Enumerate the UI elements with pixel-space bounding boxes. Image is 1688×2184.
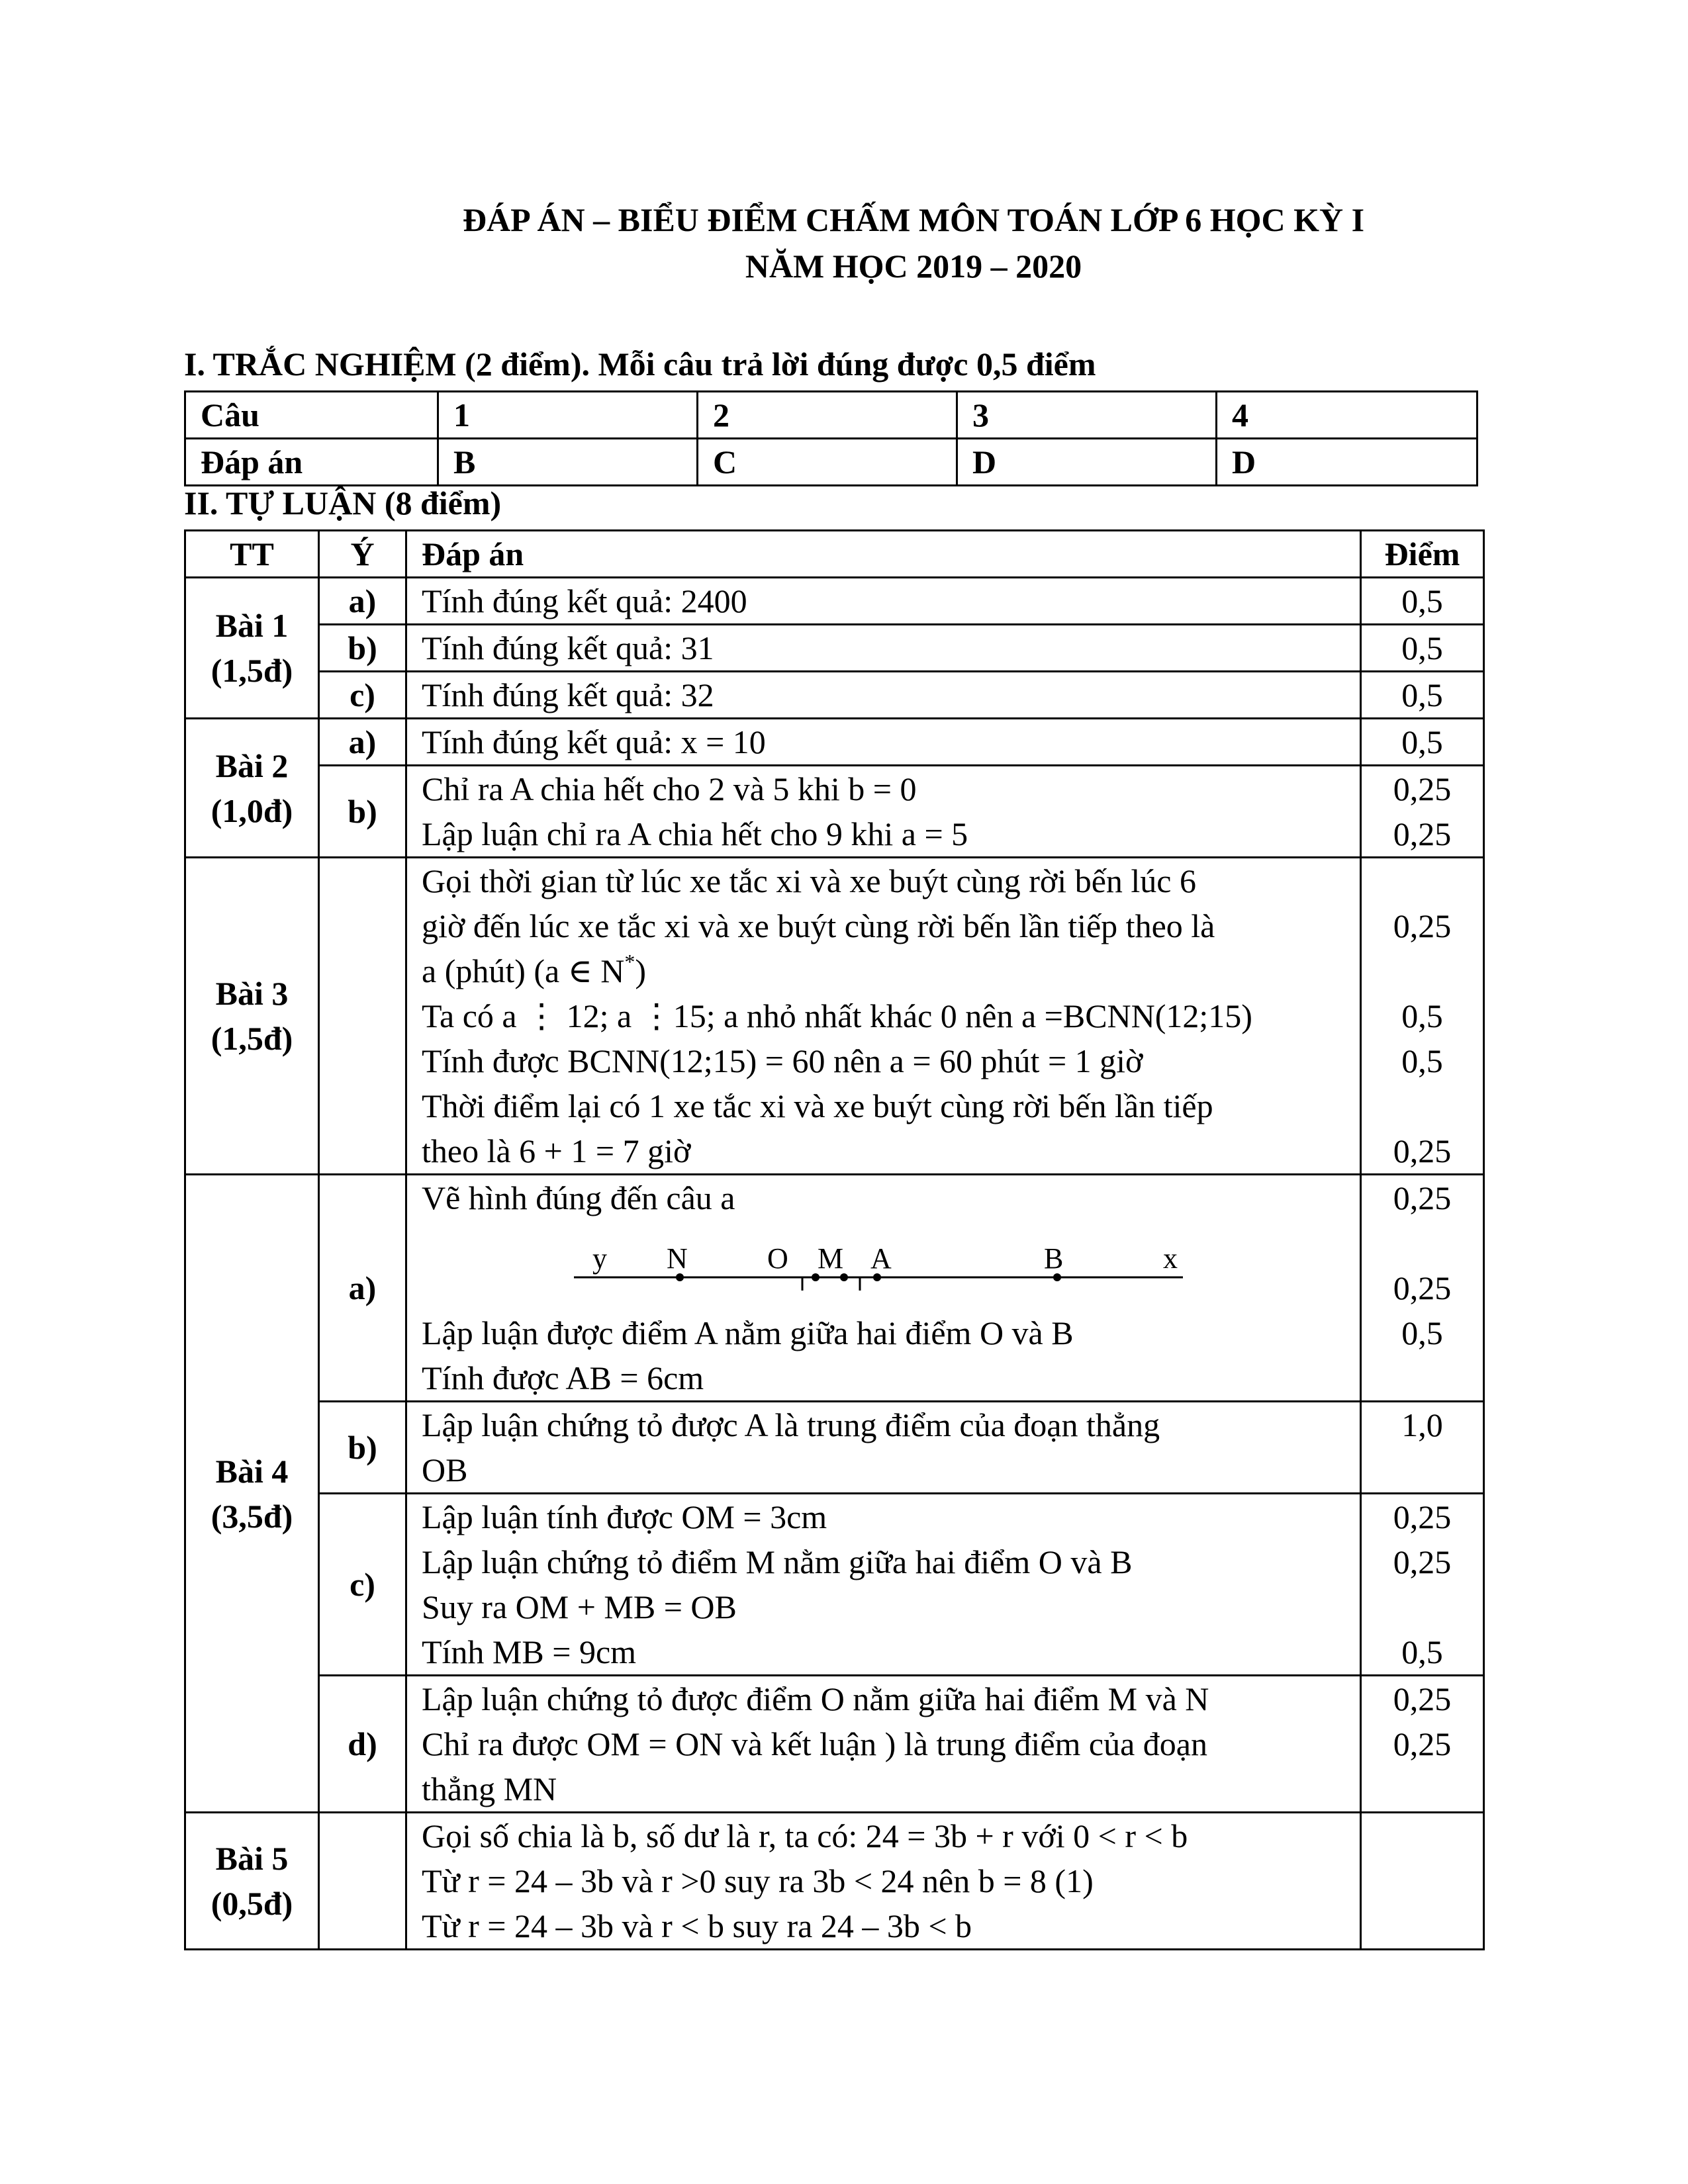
- table-row: [185, 1175, 1484, 1402]
- problem-name: Bài 3: [215, 975, 289, 1012]
- answer-line: Tính MB = 9cm: [422, 1633, 637, 1670]
- points: 0,5: [1361, 719, 1484, 766]
- answer-line: Lập luận chỉ ra A chia hết cho 9 khi a = 5: [422, 815, 968, 852]
- answer-line: Lập luận được điểm A nằm giữa hai điểm O và B: [422, 1314, 1074, 1351]
- problem-name: Bài 2: [215, 747, 289, 784]
- answer-text: ): [635, 952, 647, 989]
- answer-line: Gọi thời gian từ lúc xe tắc xi và xe buýt cùng rời bến lúc 6: [422, 862, 1196, 899]
- answer-line: Ta có a ⋮ 12; a ⋮15; a nhỏ nhất khác 0 nên a =BCNN(12;15): [422, 997, 1252, 1034]
- answer-line: theo là 6 + 1 = 7 giờ: [422, 1132, 691, 1169]
- part-label: a): [319, 1175, 406, 1402]
- question-number: 1: [438, 392, 698, 439]
- points: 0,5: [1361, 625, 1484, 672]
- table-row: [185, 578, 1484, 625]
- points: 0,25: [1393, 1543, 1452, 1580]
- points: 0,5: [1401, 1042, 1443, 1079]
- answer-text: Tính đúng kết quả: 2400: [406, 578, 1361, 625]
- answer-line: Gọi số chia là b, số dư là r, ta có: 24 = 3b + r với 0 < r < b: [422, 1817, 1188, 1854]
- school-year: NĂM HỌC 2019 – 2020: [745, 248, 1082, 285]
- header-y: Ý: [319, 531, 406, 578]
- problem-5-cell: [185, 1813, 319, 1950]
- part-label: b): [319, 625, 406, 672]
- label-o: O: [767, 1242, 788, 1275]
- document-title: ĐÁP ÁN – BIỂU ĐIỂM CHẤM MÔN TOÁN LỚP 6 HỌC KỲ I: [462, 201, 1365, 238]
- answer-line: thẳng MN: [422, 1770, 557, 1807]
- answer-line: Từ r = 24 – 3b và r < b suy ra 24 – 3b < b: [422, 1907, 972, 1944]
- answer-cell: [406, 1494, 1361, 1676]
- answer-cell: [406, 1402, 1361, 1494]
- answer-cell: [406, 1676, 1361, 1813]
- points: 0,25: [1393, 1179, 1452, 1216]
- table-row: [185, 1813, 1484, 1950]
- table-row: [185, 858, 1484, 1175]
- answer-letter: D: [957, 439, 1217, 486]
- label-y: y: [592, 1242, 607, 1275]
- section-heading-multiple-choice: I. TRẮC NGHIỆM (2 điểm). Mỗi câu trả lời đúng được 0,5 điểm: [184, 345, 1096, 383]
- answer-line: Lập luận chứng tỏ được điểm O nằm giữa hai điểm M và N: [422, 1680, 1209, 1717]
- part-label: c): [319, 1494, 406, 1676]
- header-tt: TT: [185, 531, 319, 578]
- table-row: [185, 625, 1484, 672]
- table-row: [185, 1676, 1484, 1813]
- table-row: [185, 719, 1484, 766]
- points: 0,5: [1361, 578, 1484, 625]
- problem-name: Bài 1: [215, 607, 289, 644]
- answer-line: Lập luận tính được OM = 3cm: [422, 1498, 827, 1535]
- section-heading-essay: II. TỰ LUẬN (8 điểm): [184, 484, 502, 522]
- answer-line: [422, 948, 1354, 993]
- problem-4-cell: [185, 1175, 319, 1813]
- points: 0,25: [1393, 770, 1452, 807]
- answer-line: Chỉ ra được OM = ON và kết luận ) là trung điểm của đoạn: [422, 1725, 1207, 1762]
- problem-1-cell: [185, 578, 319, 719]
- answer-cell: [406, 858, 1361, 1175]
- problem-score: (1,5đ): [211, 652, 293, 689]
- answer-letter: B: [438, 439, 698, 486]
- header-answer: Đáp án: [406, 531, 1361, 578]
- answer-line: Từ r = 24 – 3b và r >0 suy ra 3b < 24 nên b = 8 (1): [422, 1862, 1094, 1899]
- part-label: b): [319, 766, 406, 858]
- part-label: d): [319, 1676, 406, 1813]
- answer-line: Chỉ ra A chia hết cho 2 và 5 khi b = 0: [422, 770, 917, 807]
- label-x: x: [1163, 1242, 1178, 1275]
- problem-score: (1,5đ): [211, 1020, 293, 1057]
- question-number: 2: [698, 392, 957, 439]
- problem-3-cell: [185, 858, 319, 1175]
- problem-name: Bài 4: [215, 1452, 289, 1490]
- points: 0,5: [1401, 1314, 1443, 1351]
- answer-cell: [406, 1175, 1361, 1402]
- problem-name: Bài 5: [215, 1840, 289, 1877]
- label-n: N: [667, 1242, 688, 1275]
- answer-row: [185, 439, 1477, 486]
- part-label: a): [319, 578, 406, 625]
- row-label: Câu: [185, 392, 438, 439]
- points-cell: [1361, 1402, 1484, 1494]
- answer-line: giờ đến lúc xe tắc xi và xe buýt cùng rời bến lần tiếp theo là: [422, 907, 1215, 944]
- points: 0,5: [1361, 672, 1484, 719]
- answer-line: Lập luận chứng tỏ được A là trung điểm của đoạn thẳng: [422, 1406, 1160, 1443]
- answer-line: OB: [422, 1451, 468, 1488]
- points-cell: [1361, 1175, 1484, 1402]
- points-cell: [1361, 766, 1484, 858]
- part-label: c): [319, 672, 406, 719]
- label-b: B: [1044, 1242, 1064, 1275]
- answer-line: Lập luận chứng tỏ điểm M nằm giữa hai điểm O và B: [422, 1543, 1133, 1580]
- points: 0,5: [1401, 997, 1443, 1034]
- points: 0,25: [1393, 1498, 1452, 1535]
- part-label: b): [319, 1402, 406, 1494]
- multiple-choice-answer-table: [184, 390, 1478, 486]
- problem-score: (1,0đ): [211, 792, 293, 829]
- problem-2-cell: [185, 719, 319, 858]
- part-label: a): [319, 719, 406, 766]
- answer-line: Suy ra OM + MB = OB: [422, 1588, 737, 1625]
- points-cell-empty: [1361, 1813, 1484, 1950]
- answer-text: a (phút) (a ∈ N: [422, 952, 625, 989]
- table-header: [185, 531, 1484, 578]
- points: 1,0: [1401, 1406, 1443, 1443]
- table-row: [185, 766, 1484, 858]
- answer-line: Vẽ hình đúng đến câu a: [422, 1179, 735, 1216]
- answer-line: Tính được AB = 6cm: [422, 1359, 704, 1396]
- question-number: 4: [1217, 392, 1477, 439]
- points: 0,25: [1393, 815, 1452, 852]
- problem-score: (3,5đ): [211, 1497, 293, 1535]
- answer-letter: D: [1217, 439, 1477, 486]
- essay-grading-table: [184, 529, 1485, 1950]
- part-label-empty: [319, 1813, 406, 1950]
- header-points: Điểm: [1361, 531, 1484, 578]
- points: 0,25: [1393, 1725, 1452, 1762]
- points: 0,25: [1393, 1132, 1452, 1169]
- points-cell: [1361, 858, 1484, 1175]
- answer-line: Tính được BCNN(12;15) = 60 nên a = 60 phút = 1 giờ: [422, 1042, 1143, 1079]
- part-label-empty: [319, 858, 406, 1175]
- points: 0,25: [1393, 1680, 1452, 1717]
- table-row: [185, 672, 1484, 719]
- table-row: [185, 1494, 1484, 1676]
- question-row: [185, 392, 1477, 439]
- answer-letter: C: [698, 439, 957, 486]
- label-m: M: [818, 1242, 844, 1275]
- answer-text: Tính đúng kết quả: 31: [406, 625, 1361, 672]
- answer-cell: [406, 766, 1361, 858]
- answer-line: Thời điểm lại có 1 xe tắc xi và xe buýt cùng rời bến lần tiếp: [422, 1087, 1213, 1124]
- points: 0,25: [1393, 1269, 1452, 1306]
- points-on-line-figure: [422, 1220, 1216, 1310]
- answer-text: Tính đúng kết quả: 32: [406, 672, 1361, 719]
- points: 0,5: [1401, 1633, 1443, 1670]
- segment-diagram: [422, 1220, 1354, 1310]
- problem-score: (0,5đ): [211, 1885, 293, 1922]
- question-number: 3: [957, 392, 1217, 439]
- table-row: [185, 1402, 1484, 1494]
- points: 0,25: [1393, 907, 1452, 944]
- answer-text: Tính đúng kết quả: x = 10: [406, 719, 1361, 766]
- label-a: A: [870, 1242, 892, 1275]
- points-cell: [1361, 1676, 1484, 1813]
- row-label: Đáp án: [185, 439, 438, 486]
- superscript: *: [624, 950, 635, 974]
- points-cell: [1361, 1494, 1484, 1676]
- answer-cell: [406, 1813, 1361, 1950]
